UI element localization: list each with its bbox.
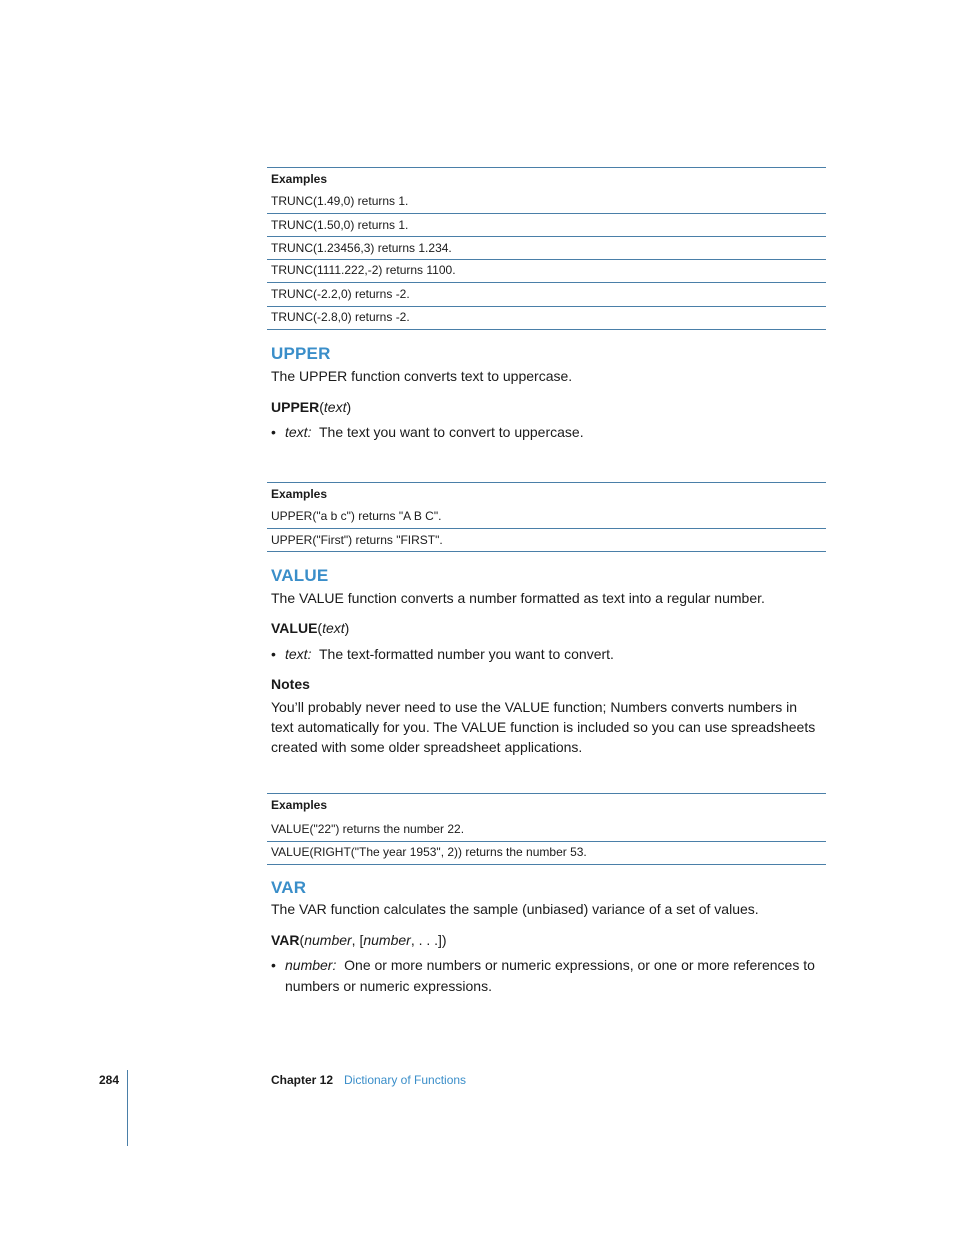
var-description: The VAR function calculates the sample (unbiased) variance of a set of values.	[271, 901, 759, 917]
notes-body: You’ll probably never need to use the VALUE function; Numbers converts numbers in text automatically for you. The VALUE function is included so you can use spreadsheets created with some older spreadsheet applications.	[271, 699, 816, 755]
section-title-upper: UPPER	[271, 344, 331, 363]
table-header: Examples	[267, 167, 826, 191]
bullet-icon: •	[271, 646, 276, 662]
value-examples-table	[267, 793, 826, 865]
table-row: TRUNC(-2.8,0) returns -2.	[267, 307, 826, 330]
argument-name: number:	[285, 957, 337, 973]
upper-description: The UPPER function converts text to uppercase.	[271, 368, 573, 384]
argument-description: The text-formatted number you want to convert.	[319, 646, 614, 662]
section-title-var: VAR	[271, 878, 307, 897]
bullet-icon: •	[271, 957, 276, 973]
page-number: 284	[99, 1073, 120, 1087]
syntax-argument: text	[322, 620, 345, 636]
table-row: TRUNC(1.50,0) returns 1.	[267, 213, 826, 237]
argument-name: text:	[285, 646, 312, 662]
value-argument-item	[271, 644, 826, 665]
upper-argument-item	[271, 422, 826, 443]
table-row: TRUNC(1.49,0) returns 1.	[271, 194, 409, 208]
value-syntax	[271, 620, 349, 636]
syntax-ellipsis: , . . .])	[410, 932, 447, 948]
table-header: Examples	[267, 793, 826, 817]
section-title-value: VALUE	[271, 566, 329, 585]
argument-description: One or more numbers or numeric expressions, or one or more references to numbers or numeric expressions.	[285, 957, 815, 994]
table-row: VALUE(RIGHT("The year 1953", 2)) returns the number 53.	[267, 841, 826, 865]
syntax-paren: (	[319, 399, 324, 415]
notes-heading: Notes	[271, 676, 310, 692]
var-argument-item	[271, 955, 826, 997]
chapter-label: Chapter 12	[271, 1073, 334, 1087]
trunc-examples-table	[267, 167, 826, 330]
syntax-paren: )	[344, 620, 350, 636]
table-row: VALUE("22") returns the number 22.	[271, 822, 465, 836]
upper-syntax	[271, 399, 351, 415]
upper-examples-table	[267, 482, 826, 552]
table-row: TRUNC(1111.222,-2) returns 1100.	[267, 260, 826, 283]
bullet-icon: •	[271, 424, 276, 440]
syntax-argument: number	[363, 932, 411, 948]
argument-name: text:	[285, 424, 312, 440]
syntax-paren: (	[299, 932, 305, 948]
argument-description: The text you want to convert to uppercase.	[319, 424, 584, 440]
value-description: The VALUE function converts a number formatted as text into a regular number.	[271, 590, 765, 606]
footer-divider	[127, 1070, 128, 1146]
chapter-title: Dictionary of Functions	[344, 1073, 467, 1087]
syntax-paren: (	[317, 620, 323, 636]
syntax-argument: number	[304, 932, 352, 948]
table-row: TRUNC(1.23456,3) returns 1.234.	[267, 237, 826, 260]
syntax-separator: , [	[351, 932, 364, 948]
syntax-function-name: VALUE	[271, 620, 318, 636]
table-row: TRUNC(-2.2,0) returns -2.	[267, 283, 826, 307]
syntax-paren: )	[346, 399, 352, 415]
var-syntax	[271, 932, 447, 948]
table-row: UPPER("First") returns "FIRST".	[267, 528, 826, 552]
table-row: UPPER("a b c") returns "A B C".	[271, 509, 442, 523]
table-header: Examples	[267, 482, 826, 506]
syntax-function-name: VAR	[271, 932, 300, 948]
syntax-function-name: UPPER	[271, 399, 320, 415]
syntax-argument: text	[323, 399, 347, 415]
